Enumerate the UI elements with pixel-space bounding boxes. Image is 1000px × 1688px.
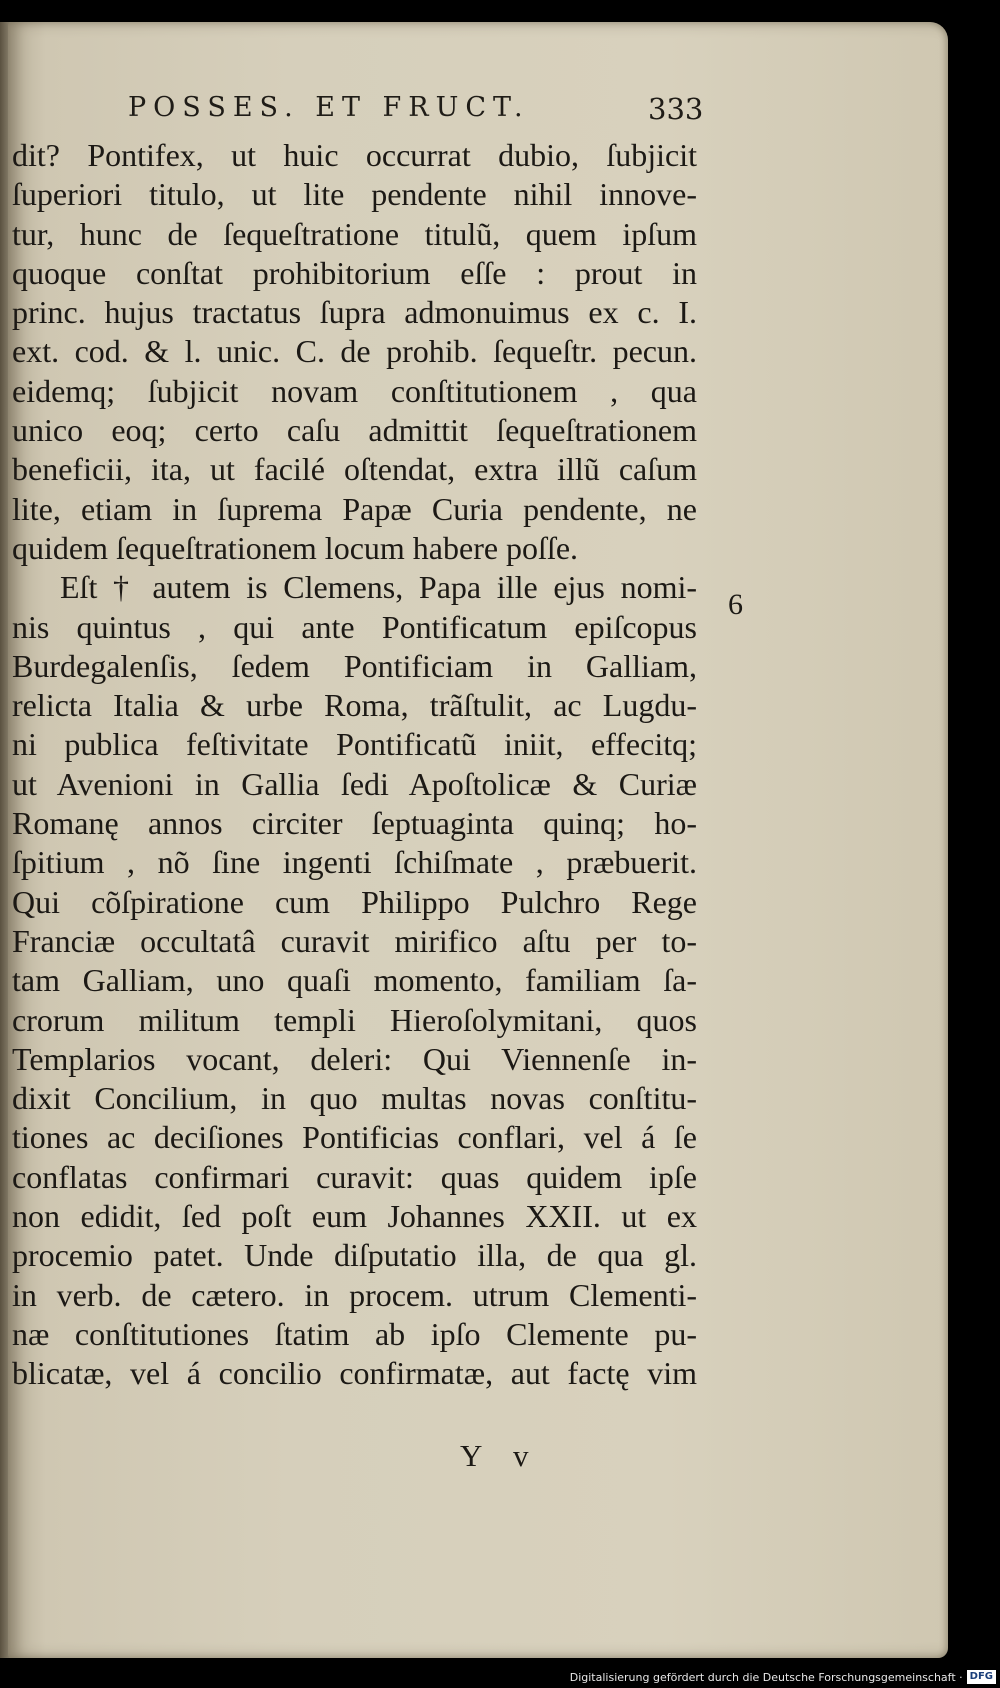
text-line: ni publica feſtivitate Pontificatũ iniit, effecitq; xyxy=(12,726,697,763)
text-line: quoque conſtat prohibitorium eſſe : prout in xyxy=(12,254,697,291)
text-line: ut Avenioni in Gallia ſedi Apoſtolicæ & Curiæ xyxy=(12,765,697,802)
footer-credit: Digitalisierung gefördert durch die Deutsche Forschungsgemeinschaft · xyxy=(569,1670,963,1684)
text-line: dit? Pontifex, ut huic occurrat dubio, ſubjicit xyxy=(12,137,697,173)
text-line: lite, etiam in ſuprema Papæ Curia pendente, ne xyxy=(12,490,697,527)
text-line: Templarios vocant, deleri: Qui Viennenſe in- xyxy=(12,1040,697,1077)
text-line: blicatæ, vel á concilio confirmatæ, aut factę vim xyxy=(12,1355,697,1392)
text-line: tam Galliam, uno quaſi momento, familiam ſa- xyxy=(12,962,697,999)
text-line: relicta Italia & urbe Roma, trãſtulit, ac Lugdu- xyxy=(12,687,697,724)
digitization-footer xyxy=(570,1668,996,1686)
text-line: princ. hujus tractatus ſupra admonuimus ex c. I. xyxy=(12,294,697,331)
running-head: POSSES. ET FRUCT. xyxy=(128,92,530,123)
text-line: crorum militum templi Hieroſolymitani, quos xyxy=(12,1001,697,1038)
text-line: nis quintus , qui ante Pontificatum epiſcopus xyxy=(12,608,697,645)
body-text xyxy=(12,136,712,1394)
text-line: tur, hunc de ſequeſtratione titulũ, quem ipſum xyxy=(12,215,697,252)
text-line: Franciæ occultatâ curavit mirifico aſtu per to- xyxy=(12,922,697,959)
text-line: in verb. de cætero. in procem. utrum Clementi- xyxy=(12,1276,697,1313)
paragraph-start-line: Eſt † autem is Clemens, Papa ille ejus nomi- xyxy=(60,569,697,606)
text-line: næ conſtitutiones ſtatim ab ipſo Clemente pu- xyxy=(12,1315,697,1352)
text-line: quidem ſequeſtrationem locum habere poſſe. xyxy=(12,529,579,566)
text-line: ſpitium , nõ ſine ingenti ſchiſmate , præbuerit. xyxy=(12,844,697,881)
marginal-number: 6 xyxy=(728,588,743,621)
text-line: Qui cõſpiratione cum Philippo Pulchro Rege xyxy=(12,883,697,920)
text-line: ſuperiori titulo, ut lite pendente nihil innove- xyxy=(12,176,697,213)
signature-mark: Y v xyxy=(460,1438,541,1473)
text-line: Romanę annos circiter ſeptuaginta quinq; ho- xyxy=(12,805,697,842)
text-line: non edidit, ſed poſt eum Johannes XXII. ut ex xyxy=(12,1198,697,1235)
text-line: eidemq; ſubjicit novam conſtitutionem , qua xyxy=(12,372,697,409)
text-line: procemio patet. Unde diſputatio illa, de qua gl. xyxy=(12,1237,697,1274)
text-line: ext. cod. & l. unic. C. de prohib. ſequeſtr. pecun. xyxy=(12,333,697,370)
text-line: dixit Concilium, in quo multas novas conſtitu- xyxy=(12,1080,697,1117)
text-line: unico eoq; certo caſu admittit ſequeſtrationem xyxy=(12,412,697,449)
page-number: 333 xyxy=(648,92,704,126)
text-line: Burdegalenſis, ſedem Pontificiam in Galliam, xyxy=(12,647,697,684)
dfg-logo-icon: DFG xyxy=(967,1670,996,1684)
text-line: conflatas confirmari curavit: quas quidem ipſe xyxy=(12,1158,697,1195)
text-line: beneficii, ita, ut facilé oſtendat, extra illũ caſum xyxy=(12,451,697,488)
text-line: tiones ac deciſiones Pontificias conflari, vel á ſe xyxy=(12,1119,697,1156)
